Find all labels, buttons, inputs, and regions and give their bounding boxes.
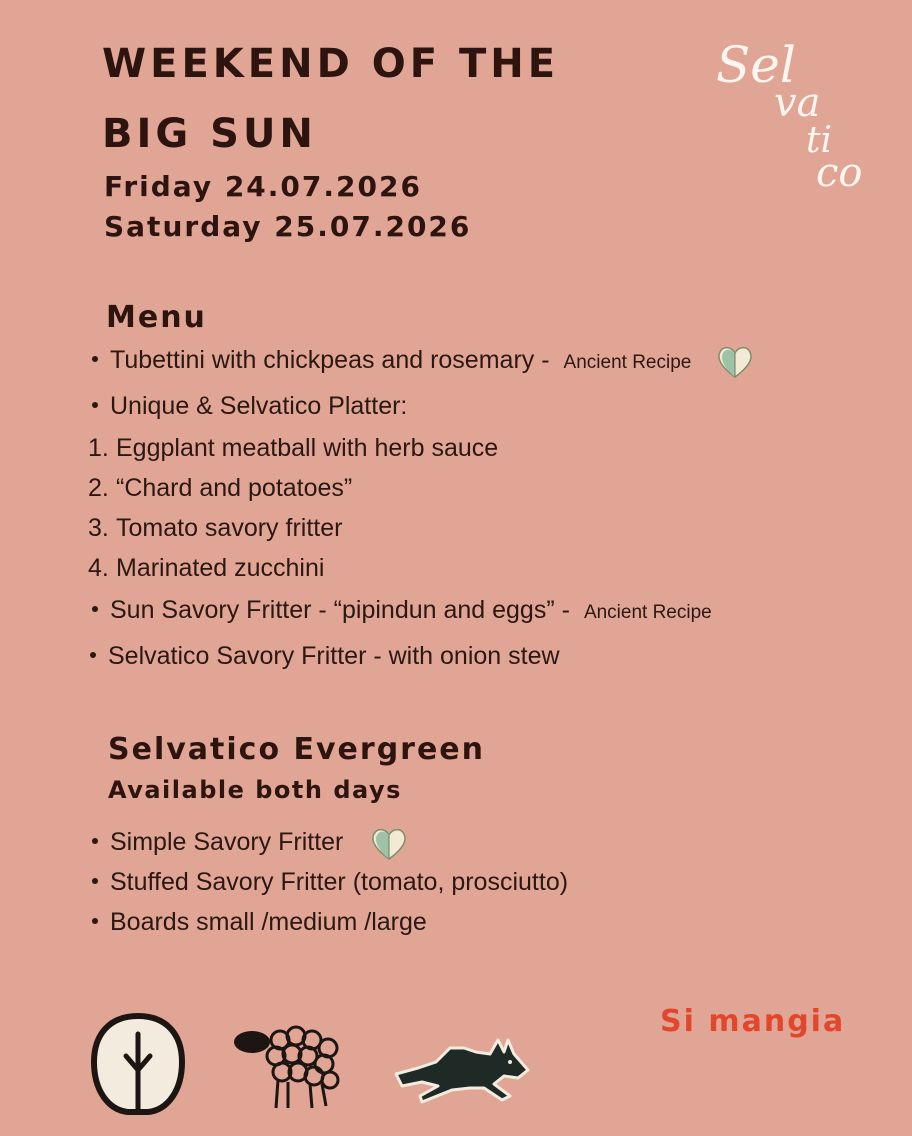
si-mangia-tagline: Si mangia (660, 1004, 846, 1039)
date-friday: Friday 24.07.2026 (104, 170, 422, 203)
subitem-number: 4. (88, 554, 109, 582)
evergreen-item-boards (92, 908, 427, 937)
subitem-label: Eggplant meatball with herb sauce (116, 434, 499, 462)
menu-item-platter (92, 392, 407, 421)
subitem-label: “Chard and potatoes” (116, 474, 353, 502)
bullet (92, 606, 98, 612)
evergreen-item-stuffed (92, 868, 568, 897)
leaf-heart-icon (716, 344, 754, 380)
evergreen-item-label: Stuffed Savory Fritter (tomato, prosciutto) (110, 868, 569, 896)
ancient-recipe-note: Ancient Recipe (583, 602, 712, 623)
bullet (92, 356, 98, 362)
page-title-line1: WEEKEND OF THE (102, 41, 560, 87)
wolf-illustration (392, 1018, 536, 1108)
subitem-number: 1. (88, 434, 109, 462)
platter-subitem-4 (88, 554, 324, 583)
subitem-number: 3. (88, 514, 109, 542)
evergreen-heading: Selvatico Evergreen (108, 732, 486, 767)
menu-item-label: Sun Savory Fritter - “pipindun and eggs” - (110, 596, 570, 624)
evergreen-subheading: Available both days (108, 776, 402, 804)
logo-part-sel: Sel (716, 36, 796, 94)
platter-subitem-1 (88, 434, 498, 463)
bullet (92, 918, 98, 924)
menu-item-label: Unique & Selvatico Platter: (110, 392, 408, 420)
date-saturday: Saturday 25.07.2026 (104, 210, 472, 243)
leaf-heart-icon (370, 826, 408, 862)
evergreen-item-simple (92, 828, 343, 857)
logo-part-co: co (816, 150, 863, 196)
menu-item-label: Selvatico Savory Fritter - with onion stew (108, 642, 560, 670)
bullet (90, 652, 96, 658)
page-title-line2: BIG SUN (102, 111, 317, 157)
selvatico-logo (712, 36, 892, 196)
bullet (92, 838, 98, 844)
tree-illustration (88, 1010, 188, 1120)
evergreen-item-label: Boards small /medium /large (110, 908, 427, 936)
menu-item-tubettini (92, 346, 691, 375)
platter-subitem-3 (88, 514, 342, 543)
subitem-number: 2. (88, 474, 109, 502)
bullet (92, 402, 98, 408)
platter-subitem-2 (88, 474, 352, 503)
menu-heading: Menu (106, 300, 207, 335)
sheep-illustration (232, 1016, 344, 1112)
logo-part-ti: ti (806, 120, 832, 161)
subitem-label: Tomato savory fritter (116, 514, 343, 542)
menu-item-label: Tubettini with chickpeas and rosemary - (110, 346, 550, 374)
bullet (92, 878, 98, 884)
menu-item-selvatico-fritter (90, 642, 560, 671)
subitem-label: Marinated zucchini (116, 554, 325, 582)
logo-part-va: va (774, 80, 821, 126)
evergreen-item-label: Simple Savory Fritter (110, 828, 344, 856)
ancient-recipe-note: Ancient Recipe (563, 352, 692, 373)
menu-item-sun-fritter (92, 596, 712, 625)
